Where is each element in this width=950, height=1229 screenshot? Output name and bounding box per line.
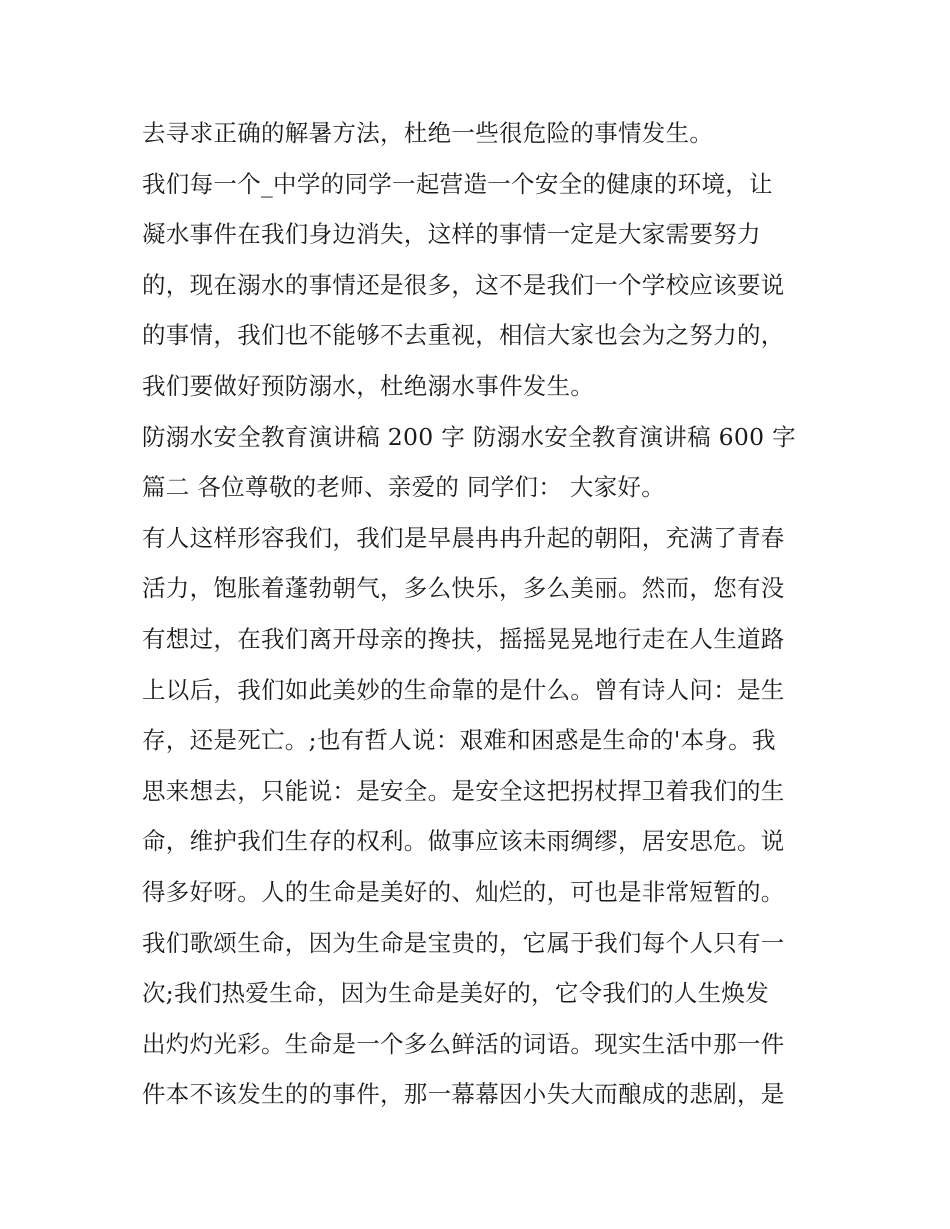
- section-title-line: 防溺水安全教育演讲稿 200 字 防溺水安全教育演讲稿 600 字: [142, 422, 796, 451]
- text-line: 的，现在溺水的事情还是很多，这不是我们一个学校应该要说: [142, 270, 785, 299]
- text-line: 次;我们热爱生命，因为生命是美好的，它令我们的人生焕发: [142, 979, 770, 1008]
- text-line: 我们歌颂生命，因为生命是宝贵的，它属于我们每个人只有一: [142, 928, 785, 957]
- body-text: [142, 108, 822, 1120]
- text-line: 上以后，我们如此美妙的生命靠的是什么。曾有诗人问：是生: [142, 675, 785, 704]
- text-line: 我们每一个_中学的同学一起营造一个安全的健康的环境，让: [142, 169, 773, 198]
- text-line: 我们要做好预防溺水，杜绝溺水事件发生。: [142, 371, 595, 400]
- text-line: 有人这样形容我们，我们是早晨冉冉升起的朝阳，充满了青春: [142, 523, 785, 552]
- text-line: 得多好呀。人的生命是美好的、灿烂的，可也是非常短暂的。: [142, 877, 785, 906]
- text-line: 出灼灼光彩。生命是一个多么鲜活的词语。现实生活中那一件: [142, 1029, 785, 1058]
- text-line: 存，还是死亡。;也有哲人说：艰难和困惑是生命的'本身。我: [142, 726, 776, 755]
- text-line: 的事情，我们也不能够不去重视，相信大家也会为之努力的，: [142, 321, 785, 350]
- text-line: 活力，饱胀着蓬勃朝气，多么快乐，多么美丽。然而，您有没: [142, 574, 785, 603]
- text-line: 命，维护我们生存的权利。做事应该未雨绸缪，居安思危。说: [142, 827, 785, 856]
- text-line: 去寻求正确的解暑方法，杜绝一些很危险的事情发生。: [142, 119, 714, 147]
- text-line: 有想过，在我们离开母亲的搀扶，摇摇晃晃地行走在人生道路: [142, 624, 785, 653]
- text-line: 凝水事件在我们身边消失，这样的事情一定是大家需要努力: [142, 220, 761, 249]
- greeting-line: 篇二 各位尊敬的老师、亲爱的 同学们： 大家好。: [142, 473, 666, 502]
- text-line: 思来想去，只能说：是安全。是安全这把拐杖捍卫着我们的生: [142, 776, 785, 805]
- text-line: 件本不该发生的的事件，那一幕幕因小失大而酿成的悲剧，是: [142, 1080, 785, 1109]
